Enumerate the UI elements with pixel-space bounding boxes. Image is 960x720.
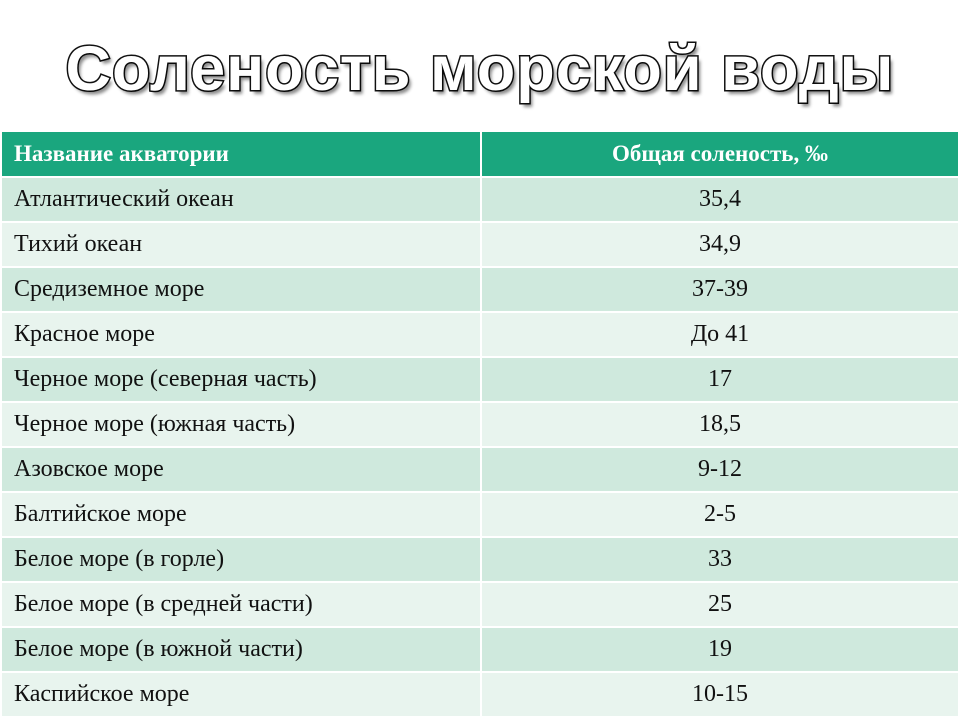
water-body-name: Атлантический океан bbox=[2, 177, 481, 222]
salinity-value: 33 bbox=[481, 537, 958, 582]
salinity-value: 18,5 bbox=[481, 402, 958, 447]
water-body-name: Красное море bbox=[2, 312, 481, 357]
table-row bbox=[2, 267, 958, 312]
table-row bbox=[2, 402, 958, 447]
salinity-value: 2-5 bbox=[481, 492, 958, 537]
salinity-value: 19 bbox=[481, 627, 958, 672]
salinity-table bbox=[2, 132, 958, 716]
water-body-name: Черное море (северная часть) bbox=[2, 357, 481, 402]
water-body-name: Каспийское море bbox=[2, 672, 481, 716]
salinity-value: 9-12 bbox=[481, 447, 958, 492]
table-row bbox=[2, 177, 958, 222]
table-row bbox=[2, 537, 958, 582]
salinity-value: 10-15 bbox=[481, 672, 958, 716]
water-body-name: Тихий океан bbox=[2, 222, 481, 267]
salinity-value: 37-39 bbox=[481, 267, 958, 312]
water-body-name: Белое море (в горле) bbox=[2, 537, 481, 582]
table-row bbox=[2, 312, 958, 357]
table-header-row bbox=[2, 132, 958, 177]
table-row bbox=[2, 357, 958, 402]
column-header-salinity: Общая соленость, ‰ bbox=[481, 132, 958, 177]
slide-title: Соленость морской воды bbox=[65, 34, 895, 104]
salinity-value: 35,4 bbox=[481, 177, 958, 222]
water-body-name: Черное море (южная часть) bbox=[2, 402, 481, 447]
water-body-name: Азовское море bbox=[2, 447, 481, 492]
salinity-value: 17 bbox=[481, 357, 958, 402]
salinity-value: 25 bbox=[481, 582, 958, 627]
column-header-name: Название акватории bbox=[2, 132, 481, 177]
table-row bbox=[2, 222, 958, 267]
salinity-value: 34,9 bbox=[481, 222, 958, 267]
water-body-name: Балтийское море bbox=[2, 492, 481, 537]
table-row bbox=[2, 492, 958, 537]
water-body-name: Белое море (в средней части) bbox=[2, 582, 481, 627]
table-row bbox=[2, 672, 958, 716]
salinity-value: До 41 bbox=[481, 312, 958, 357]
table-row bbox=[2, 582, 958, 627]
water-body-name: Средиземное море bbox=[2, 267, 481, 312]
water-body-name: Белое море (в южной части) bbox=[2, 627, 481, 672]
table-row bbox=[2, 627, 958, 672]
table-row bbox=[2, 447, 958, 492]
